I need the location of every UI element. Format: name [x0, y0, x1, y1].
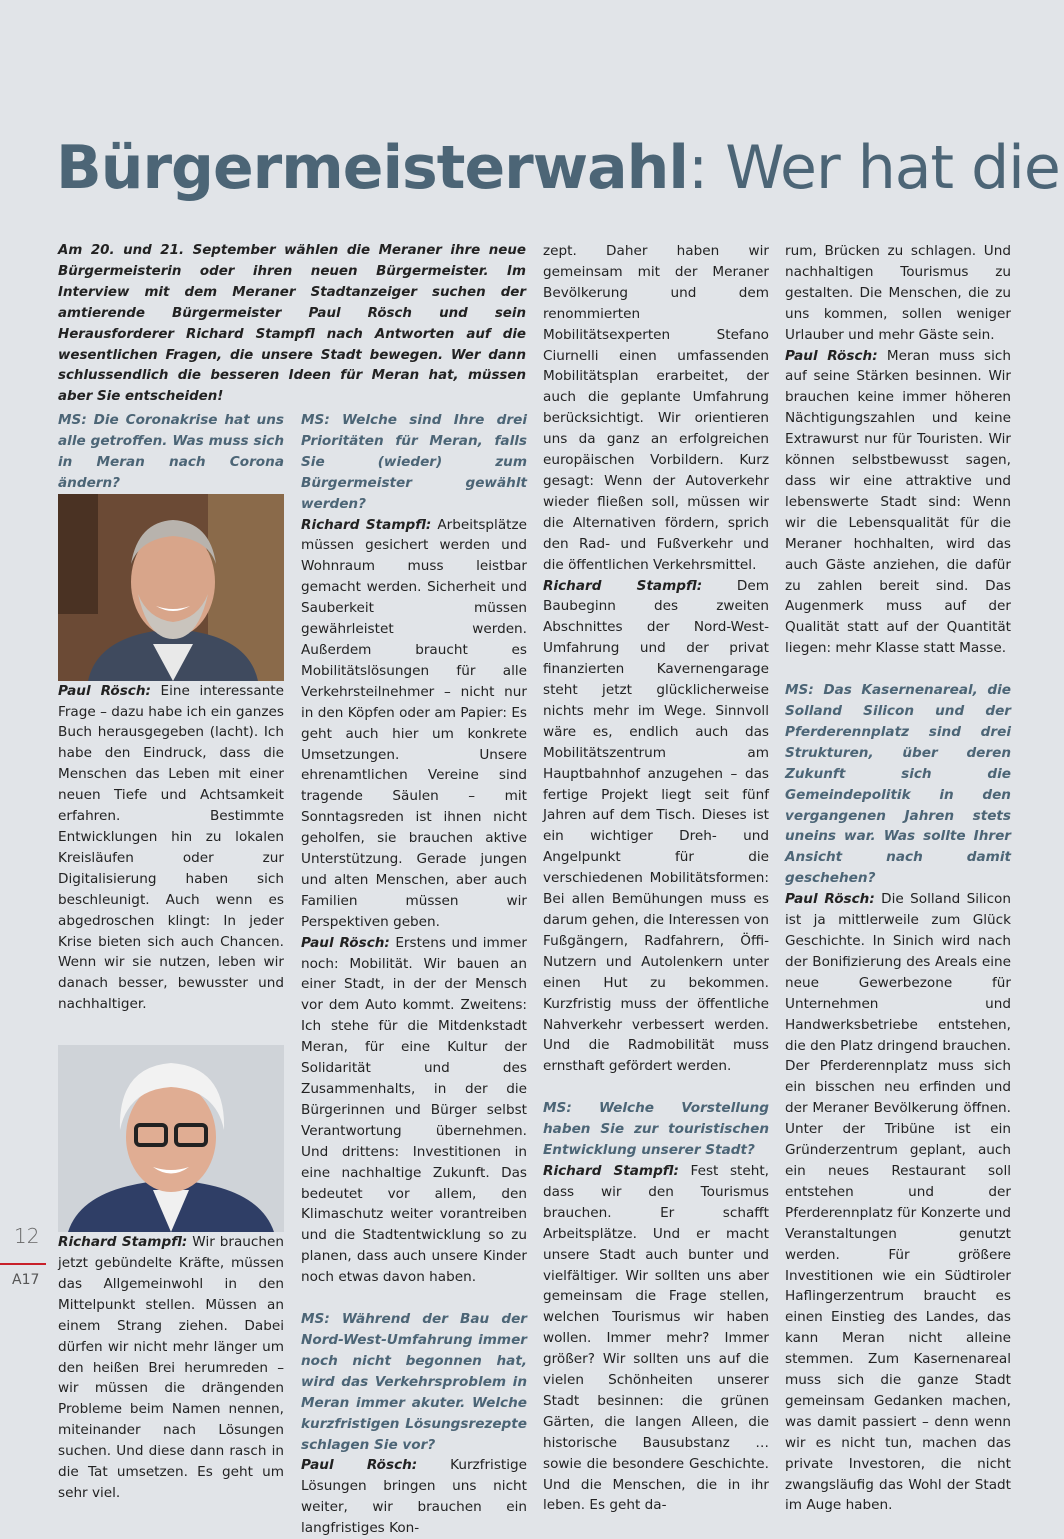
page-title — [56, 128, 1060, 208]
answer-text: Eine interessante Frage – dazu habe ich ein ganzes Buch herausgegeben (lacht). Ich habe den Eindruck, dass die Menschen das Leben mit einer neuen Tiefe und Achtsamkeit erfahren. Bestimmte Entwicklungen hin zu lokalen Kreisläufen oder zur Digitalisierung haben sich beschleunigt. Auch wenn es abgedroschen klingt: In jeder Krise bieten sich auch Chancen. Wenn wir sie nutzen, leben wir danach besser, bewusster und nachhaltiger. — [58, 682, 285, 1013]
speaker-label: Paul Rösch: — [301, 1457, 418, 1474]
photo-richard-stampfl — [58, 1045, 284, 1232]
intro-paragraph: Am 20. und 21. September wählen die Meraner ihre neue Bürgermeisterin oder ihren neuen Bürgermeister. Im Interview mit dem Meraner Stadtanzeiger suchen der amtierende Bürgermeister Paul Rösch und sein Herausforderer Richard Stampfl nach Antworten auf die wesentlichen Fragen, die unsere Stadt bewegen. Wer dann schlussendlich die besseren Ideen für Meran hat, müssen aber Sie entscheiden! — [58, 243, 526, 405]
question-4: MS: Welche Vorstellung haben Sie zur touristischen Entwicklung unserer Stadt? — [543, 1100, 769, 1159]
answer-text: Erstens und immer noch: Mobilität. Wir bauen an einer Stadt, in der der Mensch vor dem Auto kommt. Zweitens: Ich stehe für die Mitdenkstadt Meran, für eine Kultur der Solidarität und des Zusammenhalts, in der die Bürgerinnen und Bürger selbst Verantwortung übernehmen. Und drittens: Investitionen in eine nachhaltige Zukunft. Das bedeutet vor allem, den Klimaschutz weiter vorantreiben und die Stadtentwicklung so zu planen, dass auch unsere Kinder noch etwas davon haben. — [301, 934, 527, 1286]
question-1: MS: Die Coronakrise hat uns alle getroffen. Was muss sich in Meran nach Corona ändern? — [58, 412, 284, 491]
speaker-label: Paul Rösch: — [785, 347, 878, 364]
answer-3-1 — [543, 576, 769, 1078]
answer-text: Fest steht, dass wir den Tourismus brauchen. Er schafft Arbeitsplätze. Und er macht unsere Stadt auch bunter und vielfältiger. Wir sollten uns aber gemeinsam die Frage stellen, welchen Tourismus wir haben wollen. Immer mehr? Immer größer? Wir sollten uns auf die vielen Schönheiten unserer Stadt besinnen: die grünen Gärten, die langen Alleen, die historische Bausubstanz … sowie die besondere Geschichte. Und die Menschen, die in ihr leben. Es geht da- — [543, 1162, 769, 1514]
answer-4-2 — [785, 889, 1011, 1516]
answer-1-2 — [58, 1232, 284, 1504]
column-3 — [543, 241, 769, 1516]
column-4 — [785, 241, 1011, 1516]
page-number: 12 — [14, 1224, 40, 1248]
answer-1-1 — [58, 681, 284, 1016]
speaker-label: Richard Stampfl: — [543, 577, 703, 594]
answer-3-2 — [543, 1161, 769, 1516]
column-2 — [301, 410, 527, 1539]
question-5: MS: Das Kasernenareal, die Solland Silicon und der Pferderennplatz sind drei Strukturen, über deren Zukunft sich die Gemeindepolitik in den vergangenen Jahren stets uneins war. Was sollte Ihrer Ansicht nach damit geschehen? — [785, 682, 1011, 887]
answer-2-1 — [301, 515, 527, 933]
continued-paragraph: zept. Daher haben wir gemeinsam mit der Meraner Bevölkerung und dem renommierten Mobilitätsexperten Stefano Ciurnelli einen umfassenden Mobilitätsplan erarbeitet, der auch die geplante Umfahrung berücksichtigt. Wir orientieren uns da ganz an erfolgreichen europäischen Vorbildern. Kurz gesagt: Wenn der Autoverkehr wieder fließen soll, müssen wir die Alternativen fördern, sprich den Rad- und Fußverkehr und die öffentlichen Verkehrsmittel. — [543, 243, 769, 573]
speaker-label: Paul Rösch: — [785, 891, 875, 908]
title-bold: Bürgermeisterwahl — [56, 133, 688, 203]
answer-text: Meran muss sich auf seine Stärken besinnen. Wir brauchen keine immer höheren Nächtigungszahlen und keine Extrawurst nur für Touristen. Wir können selbstbewusst sagen, dass wir eine attraktive und lebenswerte Stadt sind: Wenn wir die Lebensqualität für die Meraner hochhalten, wird das auch Gäste anziehen, die dafür zu zahlen bereit sind. Das Augenmerk muss auf der Qualität statt auf der Quantität liegen: mehr Klasse statt Masse. — [785, 347, 1011, 657]
answer-text: Wir brauchen jetzt gebündelte Kräfte, müssen das Allgemeinwohl in den Mittelpunkt stellen. Müssen an einem Strang ziehen. Dabei dürfen wir nicht mehr länger um den heißen Brei herumreden – wir müssen die drängenden Probleme beim Namen nennen, miteinander nach Lösungen suchen. Und diese dann rasch in die Tat umsetzen. Es geht um sehr viel. — [58, 1234, 284, 1501]
answer-2-3 — [301, 1455, 527, 1539]
answer-4-1 — [785, 346, 1011, 660]
answer-text: Kurzfristige Lösungen bringen uns nicht weiter, wir brauchen ein langfristiges Kon- — [301, 1457, 527, 1537]
speaker-label: Paul Rösch: — [58, 682, 151, 699]
speaker-label: Richard Stampfl: — [543, 1162, 679, 1179]
column-1 — [58, 410, 284, 1504]
question-3: MS: Während der Bau der Nord-West-Umfahrung immer noch nicht begonnen hat, wird das Verkehrsproblem in Meran immer akuter. Welche kurzfristigen Lösungsrezepte schlagen Sie vor? — [301, 1311, 527, 1453]
page-number-divider — [0, 1263, 46, 1265]
photo-paul-roesch — [58, 494, 284, 681]
answer-text: Arbeitsplätze müssen gesichert werden und Wohnraum muss leistbar gemacht werden. Sicherheit und Sauberkeit müssen gewährleistet werden. Außerdem braucht es Mobilitätslösungen für alle Verkehrsteilnehmer – nicht nur in den Köpfen oder am Papier: Es geht auch hier um konkrete Umsetzungen. Unsere ehrenamtlichen Vereine sind tragende Säulen – mit Sonntagsreden ist ihnen nicht geholfen, sie brauchen aktive Unterstützung. Gerade jungen und alten Menschen, aber auch Familien müssen wir Perspektiven geben. — [301, 516, 527, 930]
speaker-label: Richard Stampfl: — [58, 1234, 188, 1251]
title-rest: : Wer hat die — [687, 133, 1060, 203]
answer-text: Die Solland Silicon ist ja mittlerweile zum Glück Geschichte. In Sinich wird nach der Bonifizierung des Areals eine neue Gewerbezone für Unternehmen und Handwerksbetriebe entstehen, die den Platz dringend brauchen. Der Pferderennplatz muss sich ein bisschen neu erfinden und der Meraner Bevölkerung öffnen. Unter der Tribüne ist ein Gründerzentrum geplant, auch ein neues Restaurant soll entstehen und der Pferderennplatz für Konzerte und Veranstaltungen genutzt werden. Für größere Investitionen wie ein Südtiroler Haflingerzentrum braucht es einen Einstieg des Landes, das kann Meran nicht alleine stemmen. Zum Kasernenareal muss sich die ganze Stadt gemeinsam Gedanken machen, was damit passiert – denn wenn wir es nicht tun, machen das private Investoren, die nicht zwangsläufig das Wohl der Stadt im Auge haben. — [785, 891, 1011, 1514]
page-code: A17 — [12, 1272, 40, 1288]
speaker-label: Paul Rösch: — [301, 934, 390, 951]
answer-2-2 — [301, 933, 527, 1288]
answer-text: Dem Baubeginn des zweiten Abschnittes der Nord-West-Umfahrung und der privat finanzierten Kavernengarage steht jetzt glücklicherweise nichts mehr im Wege. Sinnvoll wäre es, endlich auch das Mobilitätszentrum am Hauptbahnhof anzugehen – das fertige Projekt liegt seit fünf Jahren auf dem Tisch. Dieses ist ein wichtiger Dreh- und Angelpunkt für die verschiedenen Mobilitätsformen: Bei allen Bemühungen muss es darum gehen, die Interessen von Fußgängern, Radfahrern, Öffi-Nutzern und Autolenkern unter einen Hut zu bekommen. Kurzfristig muss der öffentliche Nahverkehr verbessert werden. Und die Radmobilität muss ernsthaft gefördert werden. — [543, 577, 769, 1075]
speaker-label: Richard Stampfl: — [301, 516, 432, 533]
question-2: MS: Welche sind Ihre drei Prioritäten für Meran, falls Sie (wieder) zum Bürgermeister gewählt werden? — [301, 412, 527, 512]
continued-paragraph: rum, Brücken zu schlagen. Und nachhaltigen Tourismus zu gestalten. Die Menschen, die zu uns kommen, sollen weniger Urlauber und mehr Gäste sein. — [785, 243, 1011, 343]
